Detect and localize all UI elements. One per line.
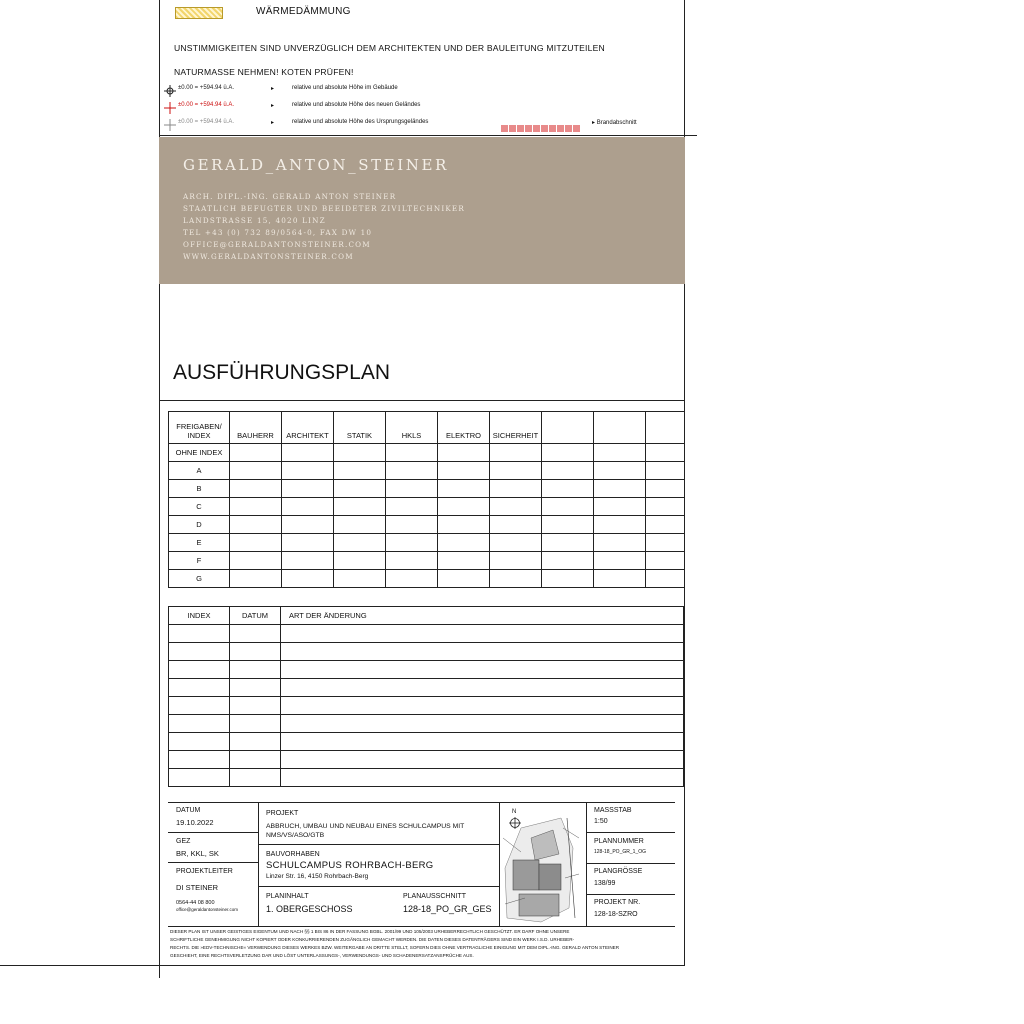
release-signature-cell — [386, 552, 438, 570]
brand-line: TEL +43 (0) 732 89/0564-0, FAX DW 10 — [183, 228, 373, 237]
release-signature-cell — [542, 498, 594, 516]
projektleiter-value: DI STEINER — [176, 883, 219, 892]
fire-section-label: ▸ Brandabschnitt — [592, 120, 637, 126]
release-header-cell — [646, 412, 685, 444]
change-cell — [230, 625, 281, 643]
change-cell — [230, 733, 281, 751]
change-row — [169, 751, 684, 769]
release-signature-cell — [594, 516, 646, 534]
release-signature-cell — [282, 462, 334, 480]
massstab-value: 1:50 — [594, 818, 608, 825]
planinhalt-value: 1. OBERGESCHOSS — [266, 904, 353, 914]
release-signature-cell — [230, 552, 282, 570]
release-index-cell: G — [169, 570, 230, 588]
release-signature-cell — [542, 462, 594, 480]
change-cell — [169, 661, 230, 679]
change-cell — [281, 661, 684, 679]
release-row — [169, 480, 685, 498]
release-signature-cell — [490, 444, 542, 462]
gez-label: GEZ — [176, 838, 191, 845]
change-cell — [230, 643, 281, 661]
release-header-cell — [594, 412, 646, 444]
change-cell — [281, 625, 684, 643]
level-value: ±0.00 = +594.94 ü.A. — [178, 119, 235, 125]
release-signature-cell — [282, 444, 334, 462]
release-row — [169, 570, 685, 588]
release-signature-cell — [490, 480, 542, 498]
release-header-cell: BAUHERR — [230, 412, 282, 444]
change-cell — [230, 751, 281, 769]
change-header-date: DATUM — [230, 607, 281, 625]
release-header-cell: SICHERHEIT — [490, 412, 542, 444]
release-signature-cell — [542, 480, 594, 498]
massstab-label: MASSSTAB — [594, 807, 632, 814]
release-row — [169, 498, 685, 516]
release-index-cell: OHNE INDEX — [169, 444, 230, 462]
release-index-cell: E — [169, 534, 230, 552]
release-signature-cell — [230, 480, 282, 498]
release-signature-cell — [334, 534, 386, 552]
change-cell — [230, 679, 281, 697]
change-row — [169, 643, 684, 661]
release-signature-cell — [646, 516, 685, 534]
change-row — [169, 769, 684, 787]
release-signature-cell — [334, 516, 386, 534]
release-signature-cell — [334, 570, 386, 588]
change-row — [169, 625, 684, 643]
release-signature-cell — [490, 516, 542, 534]
plangroesse-value: 138/99 — [594, 880, 616, 887]
release-signature-cell — [594, 552, 646, 570]
change-cell — [169, 679, 230, 697]
release-signature-cell — [282, 570, 334, 588]
release-signature-cell — [282, 498, 334, 516]
planinhalt-label: PLANINHALT — [266, 893, 309, 900]
release-signature-cell — [438, 462, 490, 480]
release-signature-cell — [282, 534, 334, 552]
release-signature-cell — [230, 516, 282, 534]
release-row — [169, 462, 685, 480]
change-cell — [281, 733, 684, 751]
copyright-line: GESCHIEHT, EINE RECHTSVERLETZUNG DAR UND LÖST UNTERLASSUNGS-, VERWENDUNGS- UND SCHADENERSATZANSPRÜCHE AUS. — [170, 953, 474, 958]
brand-line: ARCH. DIPL.-ING. GERALD ANTON STEINER — [183, 192, 397, 201]
insulation-label: WÄRMEDÄMMUNG — [256, 6, 351, 17]
address: Linzer Str. 16, 4150 Rohrbach-Berg — [266, 873, 369, 880]
release-index-cell: F — [169, 552, 230, 570]
release-signature-cell — [438, 498, 490, 516]
change-cell — [230, 697, 281, 715]
release-signature-cell — [282, 516, 334, 534]
release-signature-cell — [542, 516, 594, 534]
change-row — [169, 697, 684, 715]
change-cell — [281, 715, 684, 733]
notice-measurements: NATURMASSE NEHMEN! KOTEN PRÜFEN! — [174, 67, 354, 77]
release-signature-cell — [490, 462, 542, 480]
change-cell — [281, 697, 684, 715]
release-signature-cell — [438, 480, 490, 498]
release-signature-cell — [646, 498, 685, 516]
release-table — [168, 411, 685, 588]
release-signature-cell — [438, 516, 490, 534]
level-arrow-icon: ▸ — [271, 120, 275, 126]
change-header-description: ART DER ÄNDERUNG — [281, 607, 684, 625]
plangroesse-label: PLANGRÖSSE — [594, 868, 643, 875]
release-signature-cell — [386, 480, 438, 498]
release-signature-cell — [594, 570, 646, 588]
level-marker-icon — [164, 101, 176, 113]
release-signature-cell — [646, 462, 685, 480]
change-cell — [169, 643, 230, 661]
plan-type-title: AUSFÜHRUNGSPLAN — [173, 361, 391, 384]
release-header-cell: ELEKTRO — [438, 412, 490, 444]
change-cell — [281, 751, 684, 769]
release-signature-cell — [542, 534, 594, 552]
release-signature-cell — [386, 462, 438, 480]
change-cell — [281, 679, 684, 697]
release-signature-cell — [646, 534, 685, 552]
release-index-cell: D — [169, 516, 230, 534]
release-signature-cell — [334, 552, 386, 570]
datum-value: 19.10.2022 — [176, 818, 214, 827]
change-cell — [230, 661, 281, 679]
change-row — [169, 661, 684, 679]
title-block — [168, 802, 675, 926]
plannummer-label: PLANNUMMER — [594, 838, 644, 845]
level-arrow-icon: ▸ — [271, 103, 275, 109]
release-row — [169, 534, 685, 552]
level-marker-icon — [164, 84, 176, 96]
release-signature-cell — [542, 444, 594, 462]
insulation-hatch-swatch — [175, 7, 223, 19]
change-cell — [230, 769, 281, 787]
release-signature-cell — [438, 552, 490, 570]
release-header-cell: ARCHITEKT — [282, 412, 334, 444]
release-signature-cell — [490, 498, 542, 516]
datum-label: DATUM — [176, 807, 201, 814]
change-cell — [169, 625, 230, 643]
projektleiter-label: PROJEKTLEITER — [176, 868, 233, 875]
projektnr-label: PROJEKT NR. — [594, 899, 641, 906]
sheet-bottom-line — [0, 965, 685, 966]
change-row — [169, 733, 684, 751]
release-signature-cell — [438, 570, 490, 588]
release-signature-cell — [386, 570, 438, 588]
level-description: relative und absolute Höhe des neuen Geländes — [292, 102, 421, 108]
release-signature-cell — [594, 534, 646, 552]
planausschnitt-label: PLANAUSSCHNITT — [403, 893, 467, 900]
phone: 0564-44 08 800 — [176, 900, 215, 906]
release-signature-cell — [594, 462, 646, 480]
release-signature-cell — [334, 444, 386, 462]
release-header-cell: STATIK — [334, 412, 386, 444]
notice-discrepancies: UNSTIMMIGKEITEN SIND UNVERZÜGLICH DEM ARCHITEKTEN UND DER BAULEITUNG MITZUTEILEN — [174, 43, 605, 53]
site-plan-thumbnail — [501, 808, 583, 924]
release-header-cell: FREIGABEN/ INDEX — [169, 412, 230, 444]
release-index-cell: C — [169, 498, 230, 516]
level-arrow-icon: ▸ — [271, 86, 275, 92]
release-signature-cell — [646, 480, 685, 498]
release-index-cell: B — [169, 480, 230, 498]
change-cell — [169, 697, 230, 715]
release-signature-cell — [230, 444, 282, 462]
legend-bottom-line — [159, 135, 697, 136]
change-row — [169, 715, 684, 733]
release-signature-cell — [386, 444, 438, 462]
release-signature-cell — [282, 480, 334, 498]
release-signature-cell — [594, 498, 646, 516]
change-cell — [169, 751, 230, 769]
release-signature-cell — [490, 570, 542, 588]
level-description: relative und absolute Höhe des Ursprungsgeländes — [292, 119, 429, 125]
projekt-label: PROJEKT — [266, 810, 299, 817]
plan-type-divider — [159, 400, 685, 401]
release-row — [169, 516, 685, 534]
release-signature-cell — [594, 480, 646, 498]
release-signature-cell — [230, 534, 282, 552]
release-signature-cell — [490, 534, 542, 552]
copyright-line: SCHRIFTLICHE GENEHMIGUNG NICHT KOPIERT ODER KONKURRIERENDEN ZUGÄNGLICH GEMACHT WERDEN. DIE DATEN DIESES DATENTRÄGERS SIND EIN WERK I.S.D. URHEBER- — [170, 937, 575, 942]
release-signature-cell — [334, 498, 386, 516]
release-signature-cell — [646, 444, 685, 462]
release-signature-cell — [542, 570, 594, 588]
release-signature-cell — [334, 462, 386, 480]
release-index-cell: A — [169, 462, 230, 480]
release-signature-cell — [438, 444, 490, 462]
release-signature-cell — [230, 462, 282, 480]
change-row — [169, 679, 684, 697]
release-header-cell: HKLS — [386, 412, 438, 444]
change-cell — [169, 769, 230, 787]
change-cell — [169, 733, 230, 751]
email: office@geraldantonsteiner.com — [176, 907, 239, 912]
release-signature-cell — [646, 552, 685, 570]
change-table — [168, 606, 684, 787]
release-signature-cell — [334, 480, 386, 498]
release-row — [169, 444, 685, 462]
bauvorhaben-value: SCHULCAMPUS ROHRBACH-BERG — [266, 860, 434, 871]
gez-value: BR, KKL, SK — [176, 849, 219, 858]
level-description: relative und absolute Höhe im Gebäude — [292, 85, 398, 91]
brand-name: GERALD_ANTON_STEINER — [183, 156, 449, 174]
change-cell — [169, 715, 230, 733]
level-value: ±0.00 = +594.94 ü.A. — [178, 85, 235, 91]
change-header-index: INDEX — [169, 607, 230, 625]
projektnr-value: 128-18-SZRO — [594, 911, 638, 918]
change-cell — [230, 715, 281, 733]
projekt-value: ABBRUCH, UMBAU UND NEUBAU EINES SCHULCAMPUS MIT NMS/VS/ASO/GTB — [266, 823, 465, 839]
release-signature-cell — [646, 570, 685, 588]
architect-brand-block — [159, 137, 685, 284]
release-signature-cell — [386, 516, 438, 534]
brand-line: OFFICE@GERALDANTONSTEINER.COM — [183, 240, 371, 249]
change-cell — [281, 643, 684, 661]
planausschnitt-value: 128-18_PO_GR_GES — [403, 904, 492, 914]
release-signature-cell — [230, 498, 282, 516]
release-signature-cell — [230, 570, 282, 588]
release-signature-cell — [490, 552, 542, 570]
copyright-line: DIESER PLAN IST UNSER GEISTIGES EIGENTUM UND NACH §§ 1 BIS 86 IN DER FASSUNG BGBL. 2001/99 UND 105/2003 URHEBERRECHTLICH GESCHÜTZT. ER DARF OHNE UNSERE — [170, 929, 570, 934]
bauvorhaben-label: BAUVORHABEN — [266, 851, 320, 858]
release-header-cell — [542, 412, 594, 444]
release-signature-cell — [282, 552, 334, 570]
plannummer-value: 128-18_PO_GR_1_OG — [594, 849, 646, 855]
brand-line: WWW.GERALDANTONSTEINER.COM — [183, 252, 354, 261]
brand-line: STAATLICH BEFUGTER UND BEEIDETER ZIVILTECHNIKER — [183, 204, 465, 213]
release-row — [169, 552, 685, 570]
brand-line: LANDSTRASSE 15, 4020 LINZ — [183, 216, 326, 225]
level-marker-icon — [164, 118, 176, 130]
copyright-line: RECHTS. DIE »EDV-TECHNISCHE« VERWENDUNG DIESES WERKES BZW. WEITERGABE AN DRITTE STELLT, SOFERN DIES OHNE VERTRAGLICHE EINIGUNG MIT DEM DIPL.-ING. GERALD ANTON STEINER — [170, 945, 620, 950]
release-signature-cell — [386, 498, 438, 516]
change-cell — [281, 769, 684, 787]
fire-section-swatch — [501, 119, 581, 137]
release-signature-cell — [438, 534, 490, 552]
level-value: ±0.00 = +594.94 ü.A. — [178, 102, 235, 108]
release-signature-cell — [542, 552, 594, 570]
release-signature-cell — [594, 444, 646, 462]
release-signature-cell — [386, 534, 438, 552]
north-label: N — [512, 809, 517, 815]
